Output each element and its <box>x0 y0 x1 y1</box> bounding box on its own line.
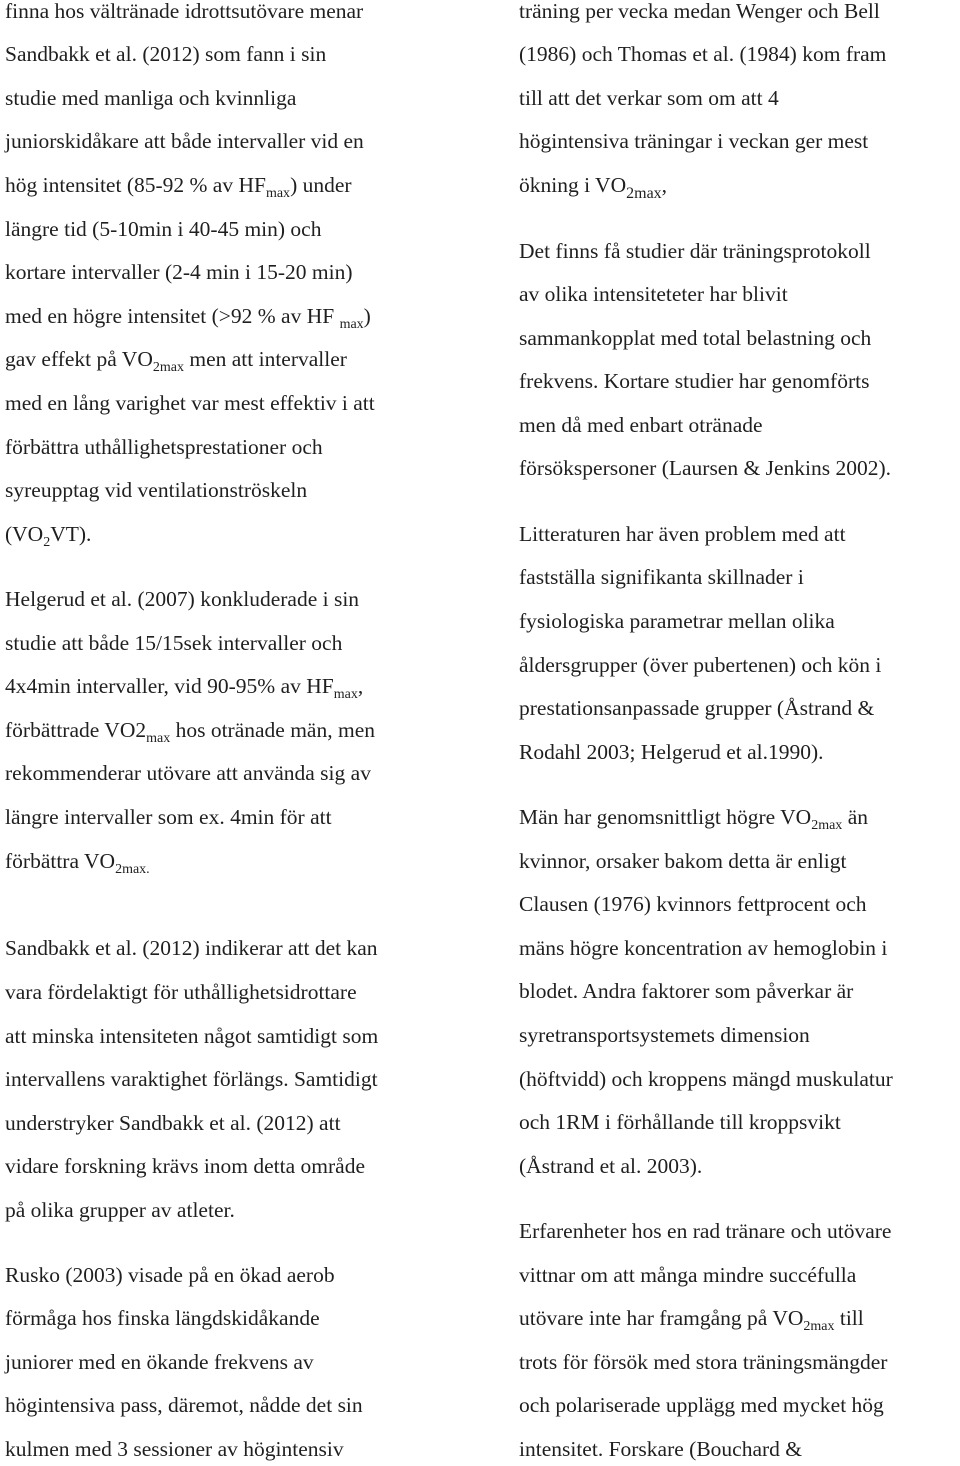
text-line: Erfarenheter hos en rad tränare och utövare <box>519 1219 892 1243</box>
text-run: än <box>842 805 868 829</box>
subscript: max <box>146 731 171 746</box>
text-line: med en lång varighet var mest effektiv i att <box>5 391 375 415</box>
text-line: åldersgrupper (över pubertenen) och kön i <box>519 653 882 677</box>
text-line: längre intervaller som ex. 4min för att <box>5 805 332 829</box>
text-run: ) <box>363 304 371 328</box>
text-line: vidare forskning krävs inom detta område <box>5 1154 366 1178</box>
text-line <box>519 804 868 834</box>
subscript: 2 <box>43 535 51 550</box>
text-line: högintensiva pass, däremot, nådde det sin <box>5 1393 363 1417</box>
text-line: av olika intensiteteter har blivit <box>519 282 788 306</box>
text-line: förbättra uthållighetsprestationer och <box>5 435 323 459</box>
text-run: (VO <box>5 522 44 546</box>
text-line: Helgerud et al. (2007) konkluderade i sin <box>5 587 360 611</box>
text-line <box>5 673 363 703</box>
text-line: längre tid (5-10min i 40-45 min) och <box>5 217 322 241</box>
text-line: mäns högre koncentration av hemoglobin i <box>519 936 888 960</box>
text-line: juniorer med en ökande frekvens av <box>5 1350 314 1374</box>
text-line: frekvens. Kortare studier har genomförts <box>519 369 870 393</box>
text-line: Litteraturen har även problem med att <box>519 522 846 546</box>
subscript: 2max <box>626 185 662 202</box>
subscript: 2max <box>152 360 184 375</box>
text-line <box>5 172 352 202</box>
text-line: fastställa signifikanta skillnader i <box>519 565 804 589</box>
text-line: juniorskidåkare att både intervaller vid en <box>5 129 364 153</box>
text-line: till att det verkar som om att 4 <box>519 86 779 110</box>
text-line: träning per vecka medan Wenger och Bell <box>519 0 880 23</box>
text-run: 4x4min intervaller, vid 90-95% av HF <box>5 674 334 698</box>
text-line <box>5 346 347 376</box>
text-line: Det finns få studier där träningsprotokoll <box>519 239 871 263</box>
text-run: gav effekt på VO <box>5 347 153 371</box>
text-run: Män har genomsnittligt högre VO <box>519 805 812 829</box>
text-line: rekommenderar utövare att använda sig av <box>5 761 371 785</box>
text-line: vittnar om att många mindre succéfulla <box>519 1263 857 1287</box>
text-line: vara fördelaktigt för uthållighetsidrottare <box>5 980 357 1004</box>
text-line: (höftvidd) och kroppens mängd muskulatur <box>519 1067 893 1091</box>
text-line: kulmen med 3 sessioner av högintensiv <box>5 1437 344 1461</box>
text-line <box>5 521 91 551</box>
subscript: 2max <box>811 818 843 833</box>
subscript: 2max <box>803 1319 835 1334</box>
text-line: och polariserade upplägg med mycket hög <box>519 1393 884 1417</box>
text-line: (Åstrand et al. 2003). <box>519 1154 703 1178</box>
text-run: men att intervaller <box>183 347 347 371</box>
subscript: max <box>265 186 291 201</box>
text-run: hög intensitet (85-92 % av HF <box>5 173 266 197</box>
text-run: , <box>357 674 364 698</box>
text-run: VT). <box>50 522 92 546</box>
text-line: understryker Sandbakk et al. (2012) att <box>5 1111 341 1135</box>
text-run: förbättrade VO2 <box>5 718 147 742</box>
subscript: max <box>339 317 364 332</box>
subscript: 2max. <box>115 862 150 877</box>
text-line: och 1RM i förhållande till kroppsvikt <box>519 1110 841 1134</box>
text-line: högintensiva träningar i veckan ger mest <box>519 129 869 153</box>
text-line: (1986) och Thomas et al. (1984) kom fram <box>519 42 887 66</box>
subscript: max <box>333 687 358 702</box>
text-line: sammankopplat med total belastning och <box>519 326 872 350</box>
text-line: prestationsanpassade grupper (Åstrand & <box>519 696 875 720</box>
text-run: , <box>661 173 668 197</box>
text-line: att minska intensiteten något samtidigt som <box>5 1024 379 1048</box>
text-line: fysiologiska parametrar mellan olika <box>519 609 835 633</box>
text-line: på olika grupper av atleter. <box>5 1198 235 1222</box>
text-line: finna hos vältränade idrottsutövare menar <box>5 0 364 23</box>
text-line: men då med enbart otränade <box>519 413 763 437</box>
text-line: förmåga hos finska längdskidåkande <box>5 1306 320 1330</box>
text-run: förbättra VO <box>5 849 116 873</box>
text-line: Sandbakk et al. (2012) som fann i sin <box>5 42 327 66</box>
text-line <box>5 717 375 747</box>
text-line <box>519 1305 864 1335</box>
text-line: trots för försök med stora träningsmängder <box>519 1350 888 1374</box>
text-run: med en högre intensitet (>92 % av HF <box>5 304 340 328</box>
text-run: ) under <box>290 173 352 197</box>
text-line: intervallens varaktighet förlängs. Samtidigt <box>5 1067 378 1091</box>
text-line: Rusko (2003) visade på en ökad aerob <box>5 1263 335 1287</box>
text-line: blodet. Andra faktorer som påverkar är <box>519 979 854 1003</box>
text-line: syretransportsystemets dimension <box>519 1023 810 1047</box>
text-line <box>519 172 667 201</box>
text-line: intensitet. Forskare (Bouchard & <box>519 1437 803 1461</box>
text-line: kvinnor, orsaker bakom detta är enligt <box>519 849 847 873</box>
text-line: kortare intervaller (2-4 min i 15-20 min) <box>5 260 353 284</box>
text-run: ökning i VO <box>519 173 627 197</box>
text-line <box>5 303 371 333</box>
text-run: utövare inte har framgång på VO <box>519 1306 804 1330</box>
text-line: studie att både 15/15sek intervaller och <box>5 631 343 655</box>
text-line: syreupptag vid ventilationströskeln <box>5 478 308 502</box>
text-line: Sandbakk et al. (2012) indikerar att det kan <box>5 936 378 960</box>
text-line <box>5 848 150 878</box>
text-run: hos otränade män, men <box>170 718 375 742</box>
text-run: till <box>834 1306 864 1330</box>
text-line: Clausen (1976) kvinnors fettprocent och <box>519 892 867 916</box>
text-line: Rodahl 2003; Helgerud et al.1990). <box>519 740 824 764</box>
text-line: studie med manliga och kvinnliga <box>5 86 297 110</box>
text-line: försökspersoner (Laursen & Jenkins 2002). <box>519 456 891 480</box>
